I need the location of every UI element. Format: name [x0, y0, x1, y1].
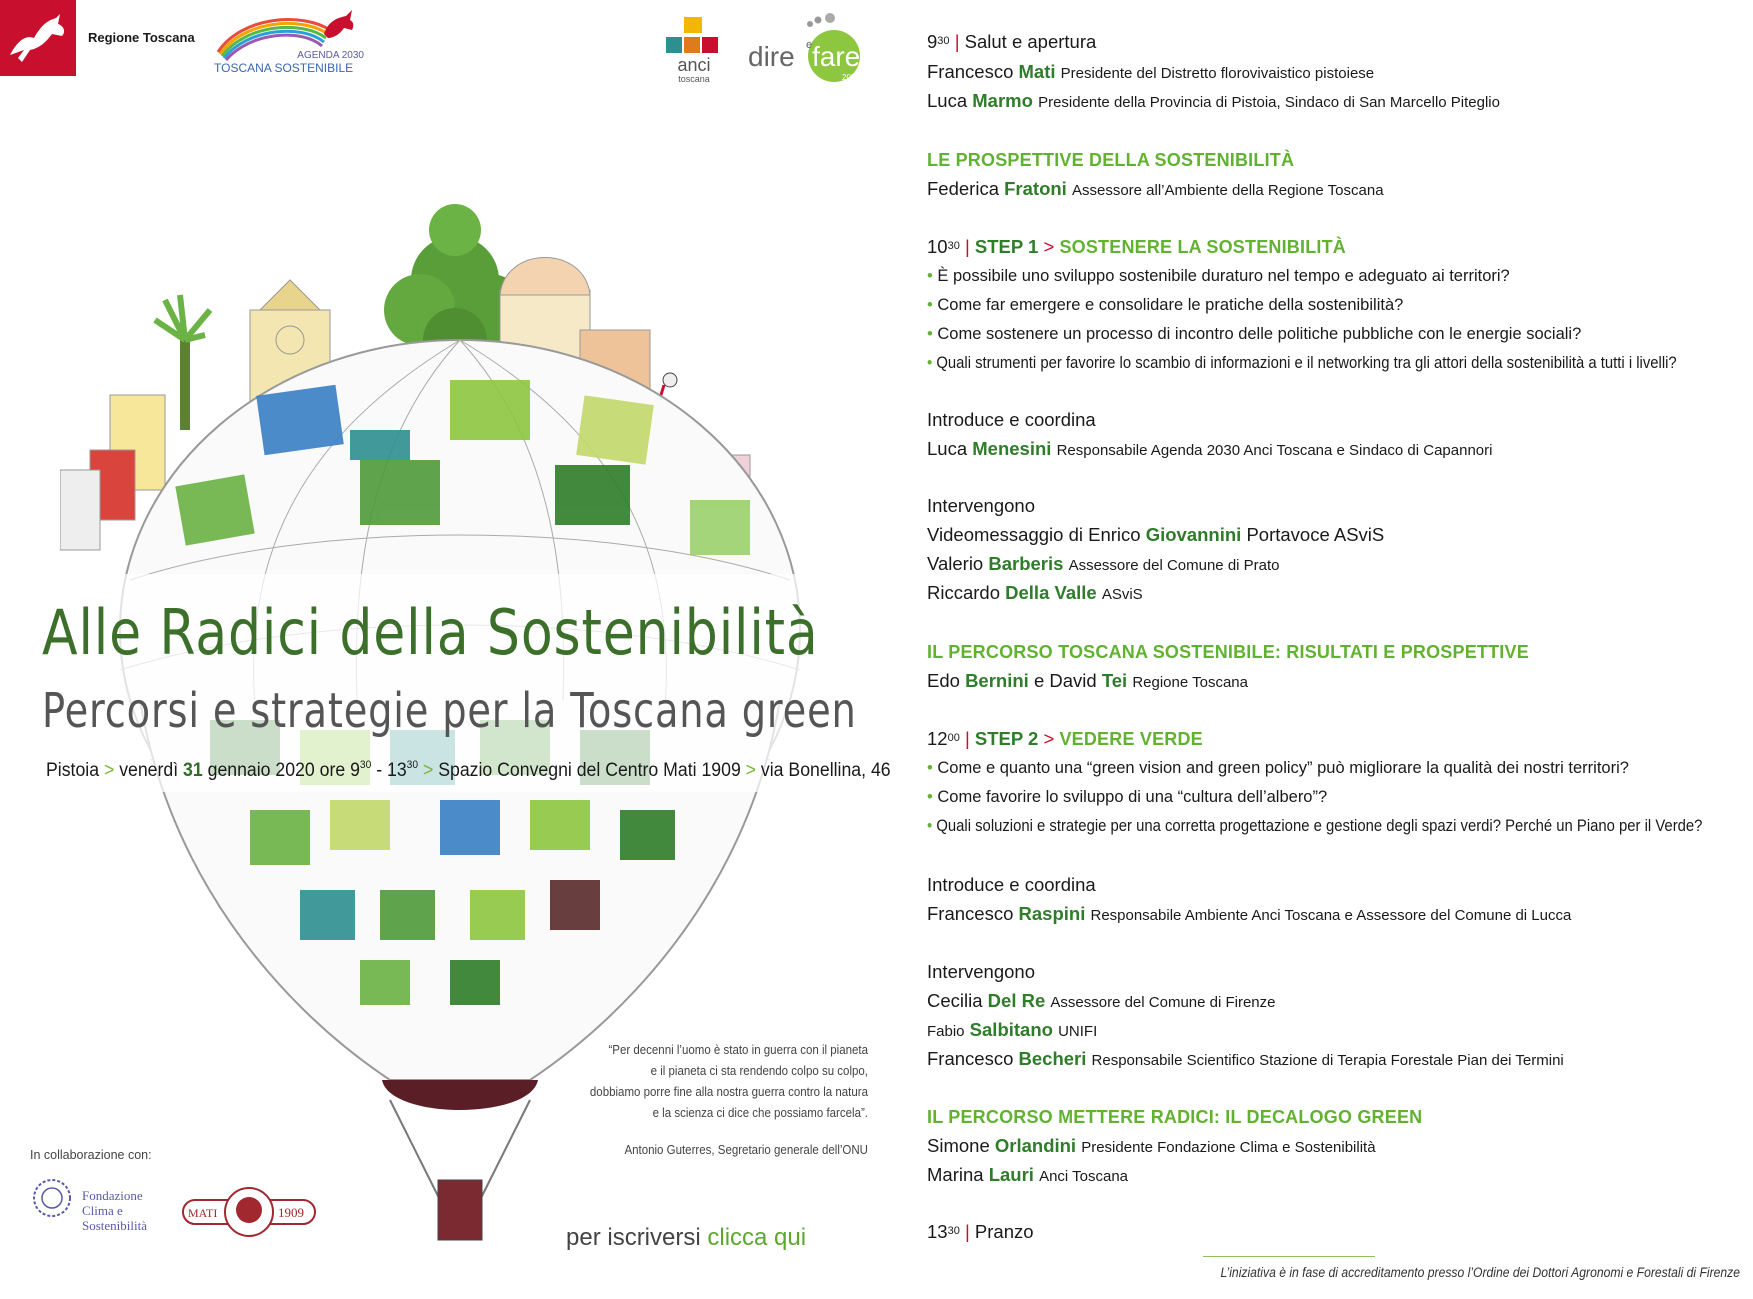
- event-day: venerdì: [119, 760, 179, 781]
- click-here-link[interactable]: clicca qui: [707, 1224, 807, 1251]
- list-item: • Come e quanto una “green vision and green policy” può migliorare la qualità dei nostri territori?: [927, 759, 1629, 777]
- event-city: Pistoia: [46, 760, 100, 781]
- intro-label: Introduce e coordina: [927, 409, 1096, 430]
- svg-text:MATI: MATI: [188, 1206, 218, 1220]
- event-address: via Bonellina, 46: [760, 760, 891, 781]
- svg-text:e: e: [806, 39, 813, 51]
- list-item: • Quali strumenti per favorire lo scambio di informazioni e il networking tra gli attori della sostenibilità a tutti i livelli?: [927, 354, 1677, 372]
- list-item: • Come far emergere e consolidare le pratiche della sostenibilità?: [927, 296, 1404, 314]
- event-title: Alle Radici della Sostenibilità: [42, 596, 819, 669]
- speaker-row: Francesco Raspini Responsabile Ambiente Anci Toscana e Assessore del Comune di Lucca: [927, 903, 1572, 924]
- quote-author: Antonio Guterres, Segretario generale dell’ONU: [624, 1143, 868, 1157]
- opening-row: $9^{30}$ | Salut e apertura: [927, 31, 1097, 52]
- speaker-row: Federica Fratoni Assessore all’Ambiente della Regione Toscana: [927, 178, 1384, 199]
- svg-text:AGENDA 2030: AGENDA 2030: [297, 50, 364, 61]
- interv-label: Intervengono: [927, 961, 1036, 982]
- svg-text:Clima e: Clima e: [82, 1203, 123, 1218]
- section-heading: LE PROSPETTIVE DELLA SOSTENIBILITÀ: [927, 150, 1295, 170]
- collaboration-label: In collaborazione con:: [30, 1148, 152, 1162]
- svg-text:fare: fare: [812, 41, 861, 72]
- speaker-row: Riccardo Della Valle ASviS: [927, 582, 1143, 603]
- list-item: • Come sostenere un processo di incontro delle politiche pubbliche con le energie sociali?: [927, 325, 1582, 343]
- guterres-quote: “Per decenni l’uomo è stato in guerra con il pianeta e il pianeta ci sta rendendo colpo su colpo, dobbiamo porre fine alla nostra guerra contro la natura e la scienza ci dice che possiamo farcela”.: [589, 1043, 868, 1120]
- svg-text:Sostenibilità: Sostenibilità: [82, 1218, 147, 1233]
- regione-toscana-logo: [0, 0, 76, 76]
- speaker-row: Valerio Barberis Assessore del Comune di Prato: [927, 553, 1280, 574]
- speaker-row: Fabio Salbitano UNIFI: [927, 1019, 1098, 1040]
- list-item: • Quali soluzioni e strategie per una corretta progettazione e gestione degli spazi verdi? Perché un Piano per il Verde?: [927, 817, 1703, 835]
- svg-text:TOSCANA SOSTENIBILE: TOSCANA SOSTENIBILE: [214, 61, 354, 75]
- speaker-row: Simone Orlandini Presidente Fondazione Clima e Sostenibilità: [927, 1135, 1376, 1156]
- step2-heading: $12^{00}$ | STEP 2 > VEDERE VERDE: [927, 728, 1203, 749]
- speaker-row: Francesco Becheri Responsabile Scientifico Stazione di Terapia Forestale Pian dei Termini: [927, 1048, 1564, 1069]
- anci-toscana-logo: [664, 15, 724, 85]
- intro-label: Introduce e coordina: [927, 874, 1096, 895]
- speaker-row: Luca Menesini Responsabile Agenda 2030 Anci Toscana e Sindaco di Capannori: [927, 438, 1493, 459]
- speaker-row: Videomessaggio di Enrico Giovannini Portavoce ASviS: [927, 524, 1385, 545]
- svg-text:2020: 2020: [842, 73, 860, 82]
- step1-heading: $10^{30}$ | STEP 1 > SOSTENERE LA SOSTENIBILITÀ: [927, 236, 1346, 257]
- svg-text:1909: 1909: [278, 1205, 304, 1220]
- list-item: • Come favorire lo sviluppo di una “cultura dell’albero”?: [927, 788, 1328, 806]
- speaker-row: Francesco Mati Presidente del Distretto florovivaistico pistoiese: [927, 61, 1375, 82]
- interv-label: Intervengono: [927, 495, 1036, 516]
- speaker-row: Cecilia Del Re Assessore del Comune di Firenze: [927, 990, 1276, 1011]
- section-heading: IL PERCORSO METTERE RADICI: IL DECALOGO GREEN: [927, 1107, 1423, 1127]
- region-name: Regione Toscana: [88, 30, 195, 45]
- speaker-row: Edo Bernini e David Tei Regione Toscana: [927, 670, 1248, 691]
- event-venue: Spazio Convegni del Centro Mati 1909: [438, 760, 741, 781]
- event-details: Pistoia > venerdì 31 gennaio 2020 ore $9^{30} - 13^{30}$ > Spazio Convegni del Centro Mati 1909 > via Bonellina, 46: [46, 759, 891, 781]
- list-item: • È possibile uno sviluppo sostenibile duraturo nel tempo e adeguato ai territori?: [927, 267, 1510, 285]
- svg-text:anci: anci: [677, 55, 711, 75]
- section-heading: IL PERCORSO TOSCANA SOSTENIBILE: RISULTATI E PROSPETTIVE: [927, 642, 1529, 662]
- event-date-number: 31: [183, 760, 203, 781]
- svg-text:toscana: toscana: [678, 74, 710, 84]
- accreditation-note: L’iniziativa è in fase di accreditamento presso l’Ordine dei Dottori Agronomi e Forestali di Firenze: [1220, 1265, 1740, 1280]
- mati-1909-logo: [182, 1186, 316, 1238]
- lunch-row: $13^{30}$ | Pranzo: [927, 1221, 1034, 1242]
- pegasus-icon: [0, 0, 76, 76]
- event-subtitle: Percorsi e strategie per la Toscana green: [42, 683, 857, 739]
- fondazione-clima-logo: [30, 1176, 170, 1236]
- register-link[interactable]: per iscriversi clicca qui: [566, 1224, 807, 1251]
- speaker-row: Marina Lauri Anci Toscana: [927, 1164, 1129, 1185]
- svg-text:dire: dire: [748, 41, 795, 72]
- dire-e-fare-logo: [746, 10, 864, 85]
- divider: [1203, 1256, 1375, 1257]
- toscana-sostenibile-logo: [212, 8, 372, 78]
- speaker-row: Luca Marmo Presidente della Provincia di Pistoia, Sindaco di San Marcello Piteglio: [927, 90, 1500, 111]
- svg-text:Fondazione: Fondazione: [82, 1188, 143, 1203]
